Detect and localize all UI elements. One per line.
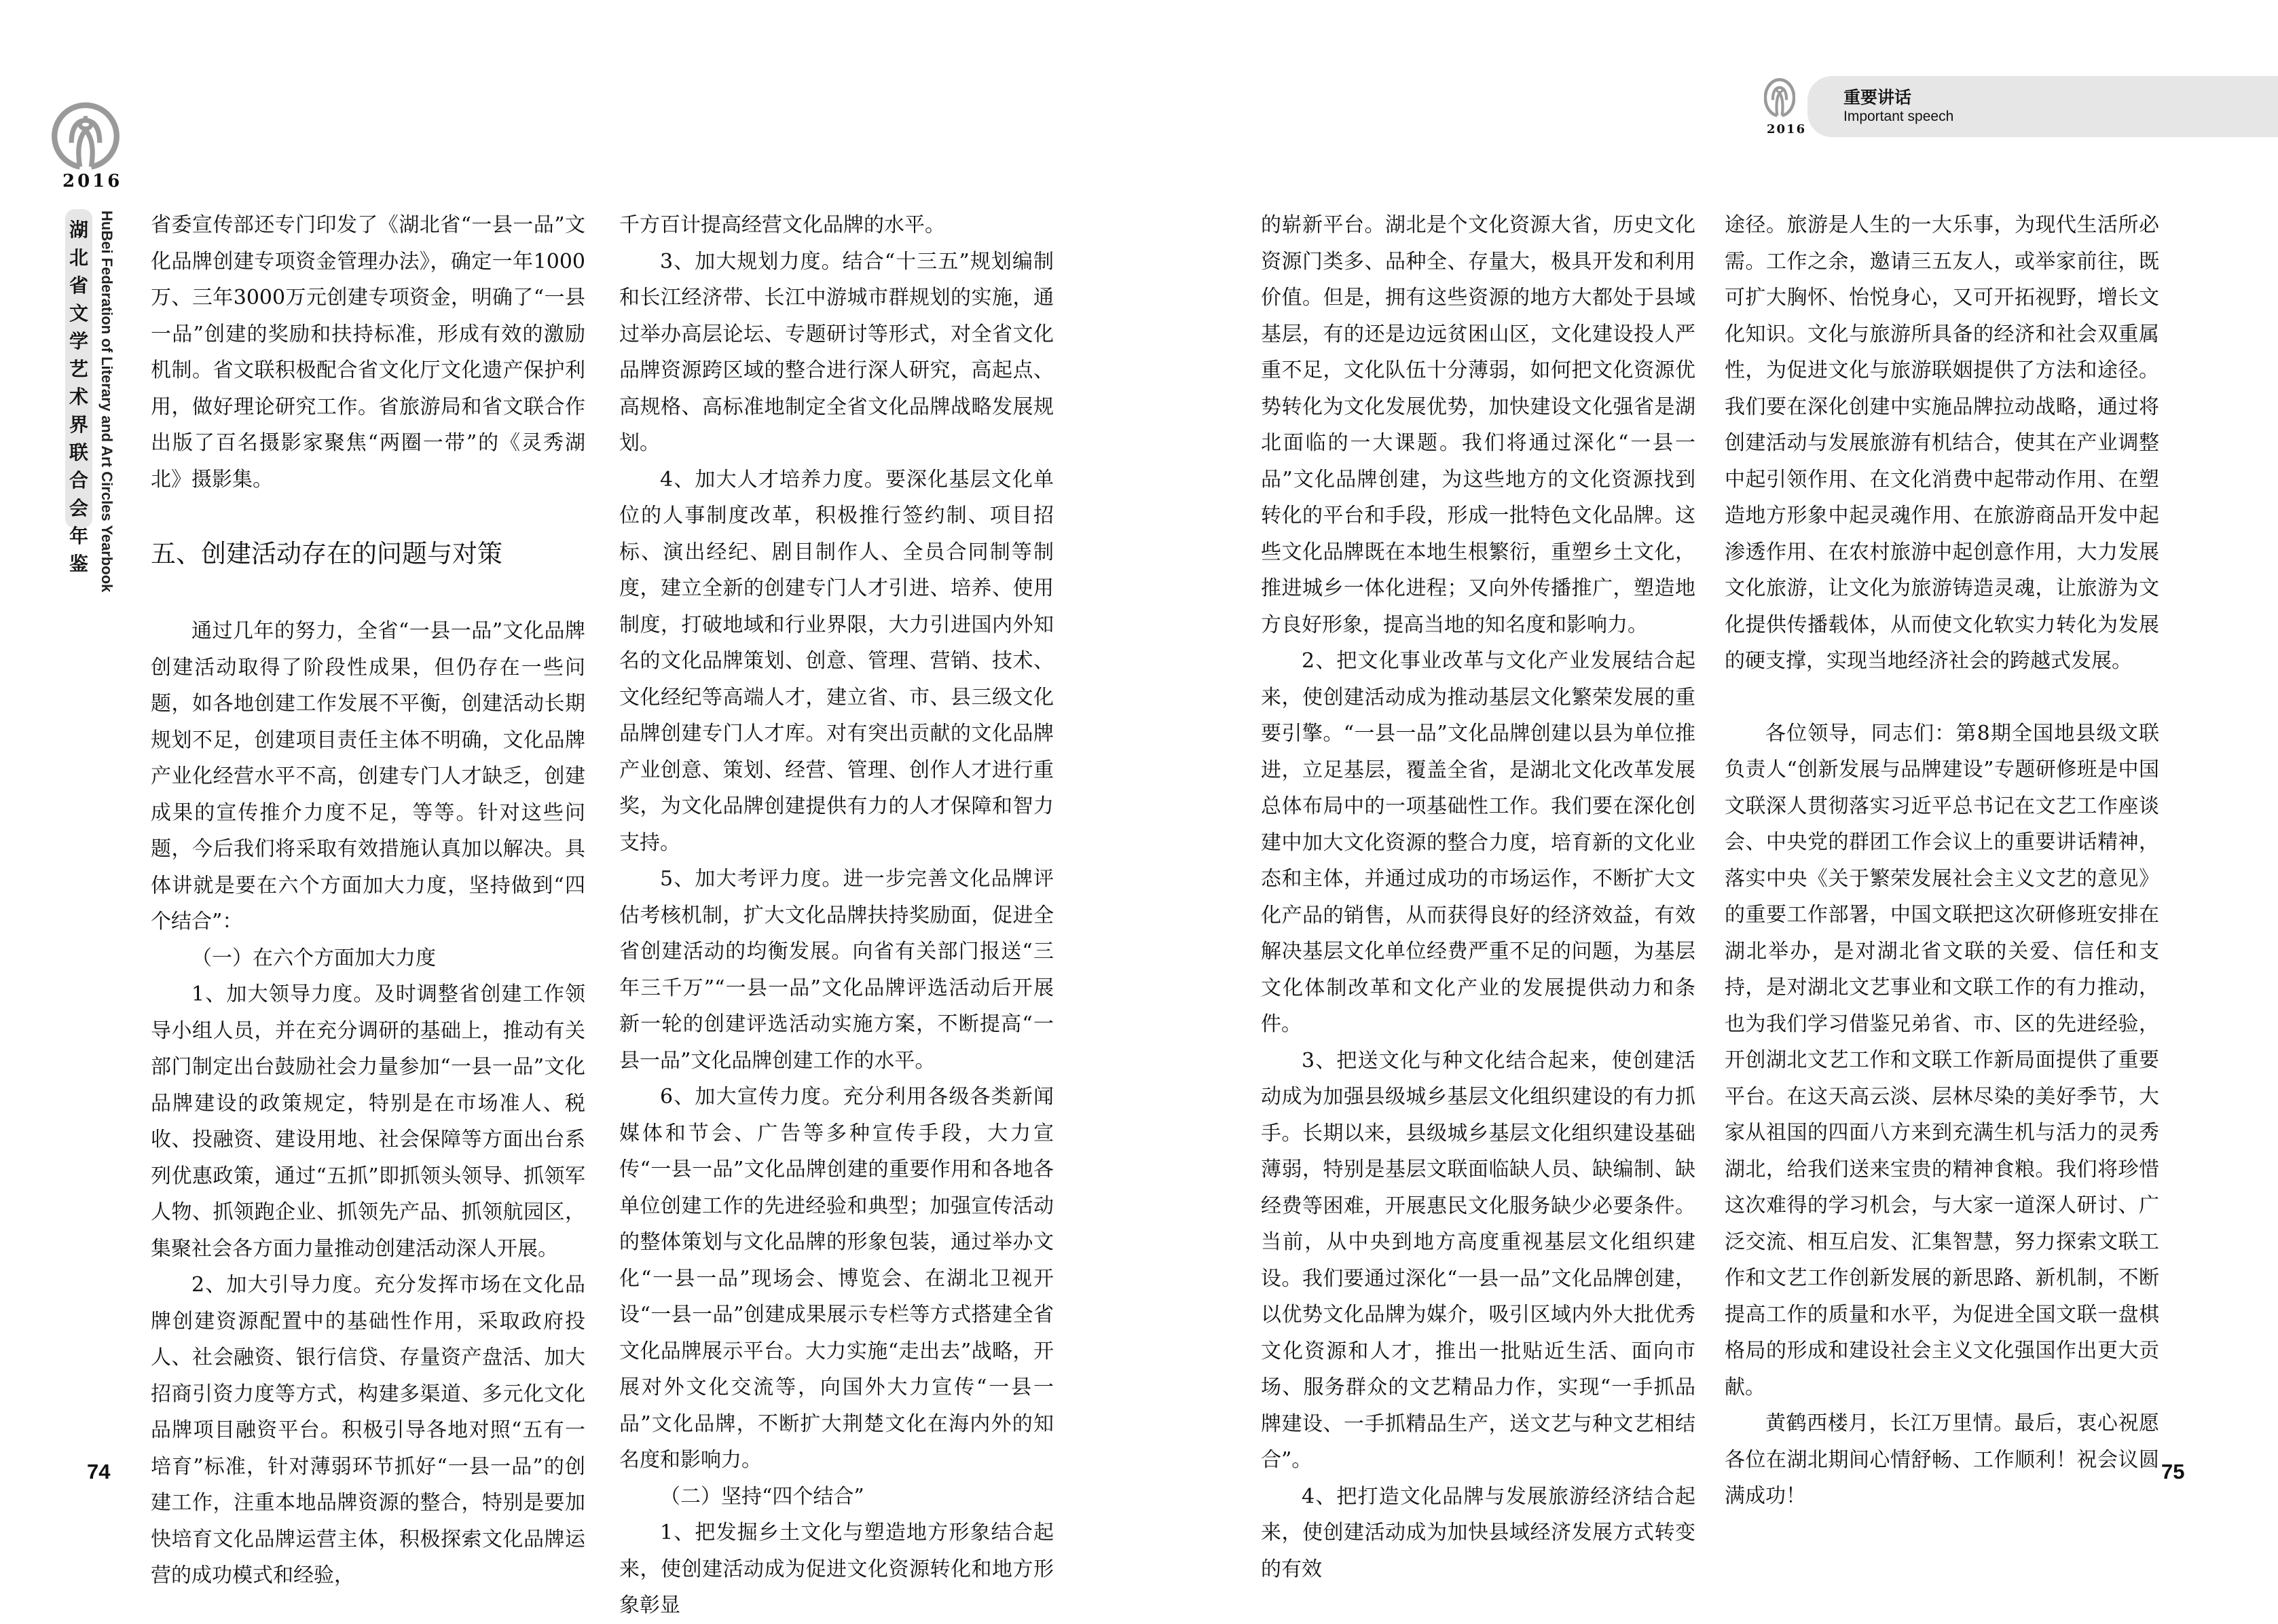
section-title: 重要讲话 (1843, 88, 1912, 107)
left-page-column-1 (151, 207, 585, 1594)
page-number-right: 75 (2161, 1460, 2185, 1483)
sidebar-chinese-title: 湖北省文学艺术界联合会年鉴 (69, 219, 88, 575)
right-page-column-2 (1725, 207, 2159, 1515)
paragraph: 黄鹤西楼月，长江万里情。最后，衷心祝愿各位在湖北期间心情舒畅、工作顺利！祝会议圆满成功！ (1725, 1411, 2159, 1508)
subheading: （一）在六个方面加大力度 (191, 946, 436, 970)
paragraph: 6、加大宣传力度。充分利用各级各类新闻媒体和节会、广告等多种宣传手段，大力宣传“一县一品”文化品牌创建的重要作用和各地各单位创建工作的先进经验和典型；加强宣传活动的整体策划与文化品牌的形象包装，通过举办文化“一县一品”现场会、博览会、在湖北卫视开设“一县一品”创建成果展示专栏等方式搭建全省文化品牌展示平台。大力实施“走出去”战略，开展对外文化交流等，向国外大力宣传“一县一品”文化品牌，不断扩大荆楚文化在海内外的知名度和影响力。 (619, 1085, 1054, 1472)
paragraph: 4、把打造文化品牌与发展旅游经济结合起来，使创建活动成为加快县域经济发展方式转变的有效 (1261, 1484, 1695, 1581)
sidebar-english-title: HuBei Federation of Literary and Art Circles Yearbook (98, 210, 115, 593)
right-emblem-logo (1764, 76, 1795, 119)
paragraph: 1、加大领导力度。及时调整省创建工作领导小组人员，并在充分调研的基础上，推动有关部门制定出台鼓励社会力量参加“一县一品”文化品牌建设的政策规定，特别是在市场准人、税收、投融资、建设用地、社会保障等方面出台系列优惠政策，通过“五抓”即抓领头领导、抓领军人物、抓领跑企业、抓领先产品、抓领航园区，集聚社会各方面力量推动创建活动深人开展。 (151, 982, 585, 1261)
paragraph: 2、把文化事业改革与文化产业发展结合起来，使创建活动成为推动基层文化繁荣发展的重要引擎。“一县一品”文化品牌创建以县为单位推进，立足基层，覆盖全省，是湖北文化改革发展总体布局中的一项基础性工作。我们要在深化创建中加大文化资源的整合力度，培育新的文化业态和主体，并通过成功的市场运作，不断扩大文化产品的销售，从而获得良好的经济效益，有效解决基层文化单位经费严重不足的问题，为基层文化体制改革和文化产业的发展提供动力和条件。 (1261, 649, 1695, 1036)
paragraph: 3、加大规划力度。结合“十三五”规划编制和长江经济带、长江中游城市群规划的实施，通过举办高层论坛、专题研讨等形式，对全省文化品牌资源跨区域的整合进行深人研究，高起点、高规格、高标准地制定全省文化品牌战略发展规划。 (619, 249, 1054, 455)
left-logo-year: 2016 (62, 171, 123, 191)
paragraph: 4、加大人才培养力度。要深化基层文化单位的人事制度改革，积极推行签约制、项目招标、演出经纪、剧目制作人、全员合同制等制度，建立全新的创建专门人才引进、培养、使用制度，打破地域和行业界限，大力引进国内外知名的文化品牌策划、创意、管理、营销、技术、文化经纪等高端人才，建立省、市、县三级文化品牌创建专门人才库。对有突出贡献的文化品牌产业创意、策划、经营、管理、创作人才进行重奖，为文化品牌创建提供有力的人才保障和智力支持。 (619, 467, 1054, 855)
page-number-left: 74 (87, 1460, 111, 1483)
right-page-column-1 (1261, 207, 1695, 1587)
subheading: （二）坚持“四个结合” (660, 1484, 864, 1509)
paragraph: 省委宣传部还专门印发了《湖北省“一县一品”文化品牌创建专项资金管理办法》，确定一年1000万、三年3000万元创建专项资金，明确了“一县一品”创建的奖励和扶持标准，形成有效的激励机制。省文联积极配合省文化厅文化遗产保护利用，做好理论研究工作。省旅游局和省文联合作出版了百名摄影家聚焦“两圈一带”的《灵秀湖北》摄影集。 (151, 213, 585, 492)
paragraph: 3、把送文化与种文化结合起来，使创建活动成为加强县级城乡基层文化组织建设的有力抓手。长期以来，县级城乡基层文化组织建设基础薄弱，特别是基层文联面临缺人员、缺编制、缺经费等困难，开展惠民文化服务缺少必要条件。当前，从中央到地方高度重视基层文化组织建设。我们要通过深化“一县一品”文化品牌创建，以优势文化品牌为媒介，吸引区域内外大批优秀文化资源和人才，推出一批贴近生活、面向市场、服务群众的文艺精品力作，实现“一手抓品牌建设、一手抓精品生产，送文艺与种文艺相结合”。 (1261, 1048, 1695, 1472)
paragraph: 千方百计提高经营文化品牌的水平。 (619, 213, 945, 237)
paragraph: 5、加大考评力度。进一步完善文化品牌评估考核机制，扩大文化品牌扶持奖励面，促进全省创建活动的均衡发展。向省有关部门报送“三年三千万”“一县一品”文化品牌评选活动后开展新一轮的创建评选活动实施方案，不断提高“一县一品”文化品牌创建工作的水平。 (619, 867, 1054, 1073)
paragraph: 1、把发掘乡土文化与塑造地方形象结合起来，使创建活动成为促进文化资源转化和地方形象彰显 (619, 1521, 1054, 1617)
section-subtitle: Important speech (1843, 109, 1954, 124)
left-emblem-logo (50, 102, 121, 172)
paragraph: 2、加大引导力度。充分发挥市场在文化品牌创建资源配置中的基础性作用，采取政府投人、社会融资、银行信贷、存量资产盘活、加大招商引资力度等方式，构建多渠道、多元化文化品牌项目融资平台。积极引导各地对照“五有一培育”标准，针对薄弱环节抓好“一县一品”的创建工作，注重本地品牌资源的整合，特别是要加快培育文化品牌运营主体，积极探索文化品牌运营的成功模式和经验， (151, 1273, 585, 1587)
hubei-federation-emblem-icon (1764, 76, 1795, 119)
paragraph: 的崭新平台。湖北是个文化资源大省，历史文化资源门类多、品种全、存量大，极具开发和利用价值。但是，拥有这些资源的地方大都处于县域基层，有的还是边远贫困山区，文化建设投人严重不足，文化队伍十分薄弱，如何把文化资源优势转化为文化发展优势，加快建设文化强省是湖北面临的一大课题。我们将通过深化“一县一品”文化品牌创建，为这些地方的文化资源找到转化的平台和手段，形成一批特色文化品牌。这些文化品牌既在本地生根繁衍，重塑乡土文化，推进城乡一体化进程；又向外传播推广，塑造地方良好形象，提高当地的知名度和影响力。 (1261, 213, 1695, 637)
paragraph: 各位领导，同志们：第8期全国地县级文联负责人“创新发展与品牌建设”专题研修班是中国文联深人贯彻落实习近平总书记在文艺工作座谈会、中央党的群团工作会议上的重要讲话精神，落实中央《关于繁荣发展社会主义文艺的意见》的重要工作部署，中国文联把这次研修班安排在湖北举办，是对湖北省文联的关爱、信任和支持，是对湖北文艺事业和文联工作的有力推动，也为我们学习借鉴兄弟省、市、区的先进经验，开创湖北文艺工作和文联工作新局面提供了重要平台。在这天高云淡、层林尽染的美好季节，大家从祖国的四面八方来到充满生机与活力的灵秀湖北，给我们送来宝贵的精神食粮。我们将珍惜这次难得的学习机会，与大家一道深人研讨、广泛交流、相互启发、汇集智慧，努力探索文联工作和文艺工作创新发展的新思路、新机制，不断提高工作的质量和水平，为促进全国文联一盘棋格局的形成和建设社会主义文化强国作出更大贡献。 (1725, 721, 2159, 1399)
hubei-federation-emblem-icon (50, 102, 121, 172)
paragraph: 通过几年的努力，全省“一县一品”文化品牌创建活动取得了阶段性成果，但仍存在一些问题，如各地创建工作发展不平衡，创建活动长期规划不足，创建项目责任主体不明确，文化品牌产业化经营水平不高，创建专门人才缺乏，创建成果的宣传推介力度不足，等等。针对这些问题，今后我们将采取有效措施认真加以解决。具体讲就是要在六个方面加大力度，坚持做到“四个结合”： (151, 619, 585, 934)
paragraph: 途径。旅游是人生的一大乐事，为现代生活所必需。工作之余，邀请三五友人，或举家前往，既可扩大胸怀、怡悦身心，又可开拓视野，增长文化知识。文化与旅游所具备的经济和社会双重属性，为促进文化与旅游联姻提供了方法和途径。我们要在深化创建中实施品牌拉动战略，通过将创建活动与发展旅游有机结合，使其在产业调整中起引领作用、在文化消费中起带动作用、在塑造地方形象中起灵魂作用、在旅游商品开发中起渗透作用、在农村旅游中起创意作用，大力发展文化旅游，让文化为旅游铸造灵魂，让旅游为文化提供传播载体，从而使文化软实力转化为发展的硬支撑，实现当地经济社会的跨越式发展。 (1725, 213, 2159, 673)
right-logo-year: 2016 (1767, 122, 1807, 136)
left-page-column-2 (619, 207, 1054, 1624)
section-heading: 五、创建活动存在的问题与对策 (151, 539, 502, 568)
